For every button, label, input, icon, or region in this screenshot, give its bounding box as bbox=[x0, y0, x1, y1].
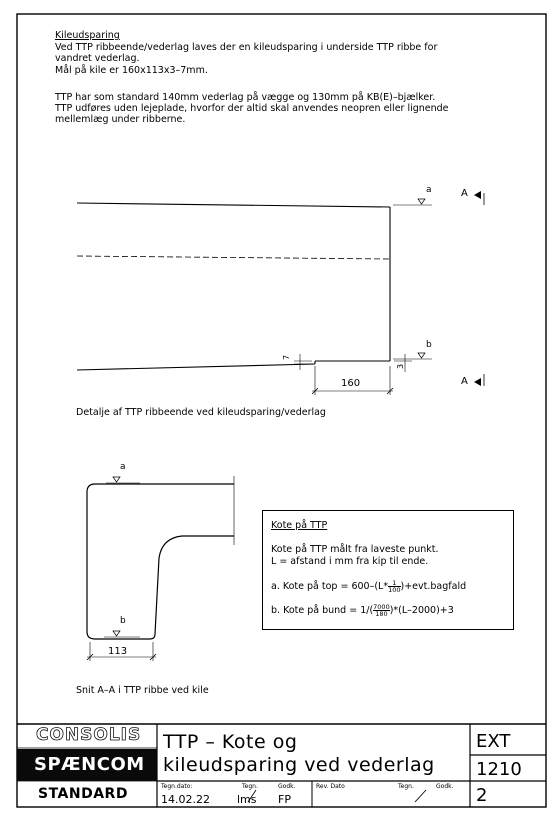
intro-line: Mål på kile er 160x113x3–7mm. bbox=[55, 65, 208, 76]
consolis-logo: CONSOLIS bbox=[36, 725, 142, 745]
drawing-title-line1: TTP – Kote og bbox=[163, 731, 298, 753]
kote-box-title: Kote på TTP bbox=[271, 520, 328, 531]
standard-label: STANDARD bbox=[38, 786, 128, 802]
tegn-label: Tegn. bbox=[242, 783, 258, 790]
section-label-a: a bbox=[120, 462, 126, 472]
section-label-b: b bbox=[120, 616, 126, 626]
tegn-value: lms bbox=[237, 793, 257, 806]
para-line: TTP har som standard 140mm vederlag på vægge og 130mm på KB(E)–bjælker. bbox=[55, 92, 436, 103]
rev-godk-label: Godk. bbox=[436, 783, 454, 790]
rev-dato-label: Rev. Dato bbox=[316, 783, 345, 790]
drawing-code-ext: EXT bbox=[476, 731, 511, 752]
rev-tegn-label: Tegn. bbox=[398, 783, 414, 790]
dim-113: 113 bbox=[108, 646, 128, 657]
formula-b-text: b. Kote på bund = 1/( bbox=[271, 605, 374, 616]
sheet-number: 2 bbox=[476, 785, 488, 806]
section-marker-a-bottom: A bbox=[461, 376, 468, 387]
dim-160: 160 bbox=[341, 378, 361, 389]
formula-b-suffix: )*(L–2000)+3 bbox=[389, 605, 454, 616]
dim-7: 7 bbox=[282, 354, 292, 361]
para-line: TTP udføres uden lejeplade, hvorfor der altid skal anvendes neopren eller lignende bbox=[55, 103, 449, 114]
spaencom-logo: SPÆNCOM bbox=[34, 754, 145, 775]
para-line: mellemlæg under ribberne. bbox=[55, 114, 186, 125]
formula-a-text: a. Kote på top = 600–(L* bbox=[271, 581, 389, 592]
intro-line: vandret vederlag. bbox=[55, 53, 140, 64]
intro-line: Ved TTP ribbeende/vederlag laves der en kileudsparing i underside TTP ribbe for bbox=[55, 42, 438, 53]
level-label-b: b bbox=[426, 340, 432, 350]
kote-box-line: Kote på TTP målt fra laveste punkt. bbox=[271, 544, 439, 555]
drawing-number: 1210 bbox=[476, 759, 522, 780]
detail-caption-2: Snit A–A i TTP ribbe ved kile bbox=[76, 685, 209, 696]
formula-a-suffix: )+evt.bagfald bbox=[400, 581, 467, 592]
level-label-a: a bbox=[426, 185, 432, 195]
dim-3: 3 bbox=[396, 363, 406, 370]
godk-label: Godk. bbox=[278, 783, 296, 790]
section-marker-a-top: A bbox=[461, 188, 468, 199]
drawing-title-line2: kileudsparing ved vederlag bbox=[163, 754, 435, 776]
godk-value: FP bbox=[278, 793, 291, 806]
detail-caption-1: Detalje af TTP ribbeende ved kileudsparing/vederlag bbox=[76, 407, 326, 418]
heading: Kileudsparing bbox=[55, 30, 120, 41]
kote-box-line: L = afstand i mm fra kip til ende. bbox=[271, 556, 429, 567]
formula-b-numerator: 7000 bbox=[373, 603, 390, 611]
tegn-dato-value: 14.02.22 bbox=[161, 793, 210, 806]
formula-a-numerator: 1 bbox=[388, 580, 400, 587]
tegn-dato-label: Tegn.dato: bbox=[161, 783, 193, 790]
formula-b-denominator: 180 bbox=[375, 610, 388, 618]
formula-a-denominator: 100 bbox=[388, 586, 401, 594]
